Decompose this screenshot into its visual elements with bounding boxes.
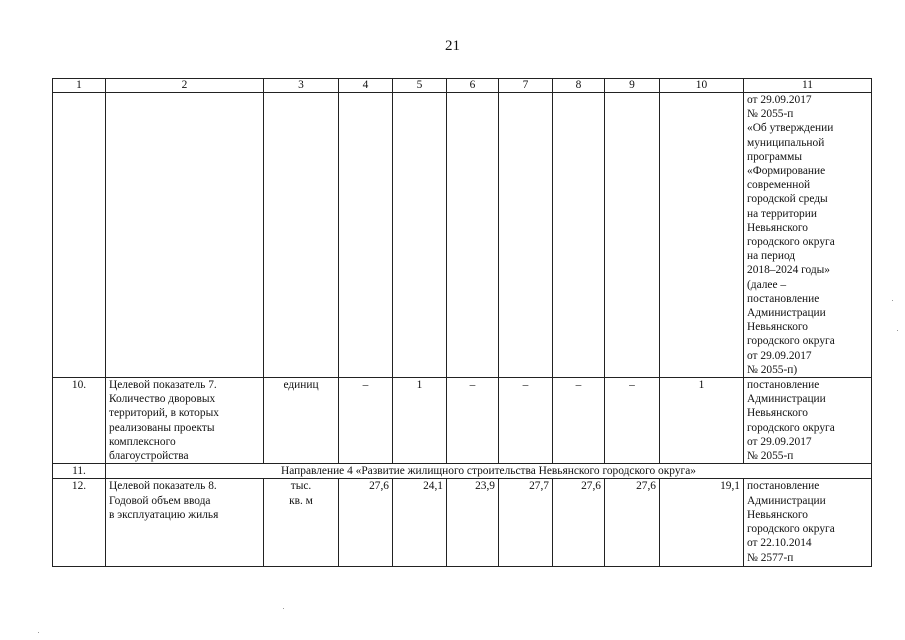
- value-cell: 1: [660, 378, 744, 464]
- value-cell: –: [605, 378, 660, 464]
- value-cell: 19,1: [660, 479, 744, 567]
- header-cell: 3: [264, 79, 339, 93]
- row-number: 12.: [53, 479, 106, 567]
- empty-cell: [53, 93, 106, 378]
- value-cell: 1: [393, 378, 447, 464]
- row-number: 10.: [53, 378, 106, 464]
- value-cell: –: [499, 378, 553, 464]
- header-cell: 4: [339, 79, 393, 93]
- scan-speck: [897, 330, 898, 331]
- header-cell: 1: [53, 79, 106, 93]
- header-cell: 9: [605, 79, 660, 93]
- table-row: [53, 378, 872, 464]
- row-number: 11.: [53, 464, 106, 479]
- indicator-name: Целевой показатель 8. Годовой объем ввода в эксплуатацию жилья: [106, 479, 264, 567]
- unit-cell: тыс. кв. м: [264, 479, 339, 567]
- header-cell: 8: [553, 79, 605, 93]
- table-row: [53, 479, 872, 567]
- header-cell: 5: [393, 79, 447, 93]
- source-cell: постановление Администрации Невьянского городского округа от 29.09.2017 № 2055-п: [744, 378, 872, 464]
- value-cell: –: [553, 378, 605, 464]
- source-cell: постановление Администрации Невьянского городского округа от 22.10.2014 № 2577-п: [744, 479, 872, 567]
- value-cell: 24,1: [393, 479, 447, 567]
- value-cell: 27,6: [605, 479, 660, 567]
- header-cell: 10: [660, 79, 744, 93]
- header-cell: 6: [447, 79, 499, 93]
- empty-cell: [106, 93, 264, 378]
- header-cell: 11: [744, 79, 872, 93]
- value-cell: 27,6: [339, 479, 393, 567]
- empty-cell: [447, 93, 499, 378]
- header-row: [53, 79, 872, 93]
- value-cell: –: [447, 378, 499, 464]
- scan-speck: [892, 300, 893, 301]
- empty-cell: [660, 93, 744, 378]
- empty-cell: [264, 93, 339, 378]
- value-cell: 23,9: [447, 479, 499, 567]
- scan-speck: [283, 608, 284, 609]
- empty-cell: [339, 93, 393, 378]
- empty-cell: [499, 93, 553, 378]
- empty-cell: [605, 93, 660, 378]
- unit-cell: единиц: [264, 378, 339, 464]
- value-cell: 27,7: [499, 479, 553, 567]
- header-cell: 7: [499, 79, 553, 93]
- indicator-name: Целевой показатель 7. Количество дворовых территорий, в которых реализованы проекты комплексного благоустройства: [106, 378, 264, 464]
- section-title: Направление 4 «Развитие жилищного строительства Невьянского городского округа»: [106, 464, 872, 479]
- source-cell: от 29.09.2017 № 2055-п «Об утверждении муниципальной программы «Формирование современной городской среды на территории Невьянского городского округа на период 2018–2024 годы» (далее – постановление Администрации Невьянского городского округа от 29.09.2017 № 2055-п): [744, 93, 872, 378]
- scan-speck: [38, 632, 39, 633]
- value-cell: –: [339, 378, 393, 464]
- empty-cell: [553, 93, 605, 378]
- empty-cell: [393, 93, 447, 378]
- value-cell: 27,6: [553, 479, 605, 567]
- continuation-row: [53, 93, 872, 378]
- section-row: [53, 464, 872, 479]
- header-cell: 2: [106, 79, 264, 93]
- indicators-table: [52, 78, 872, 567]
- page-number: 21: [445, 38, 460, 54]
